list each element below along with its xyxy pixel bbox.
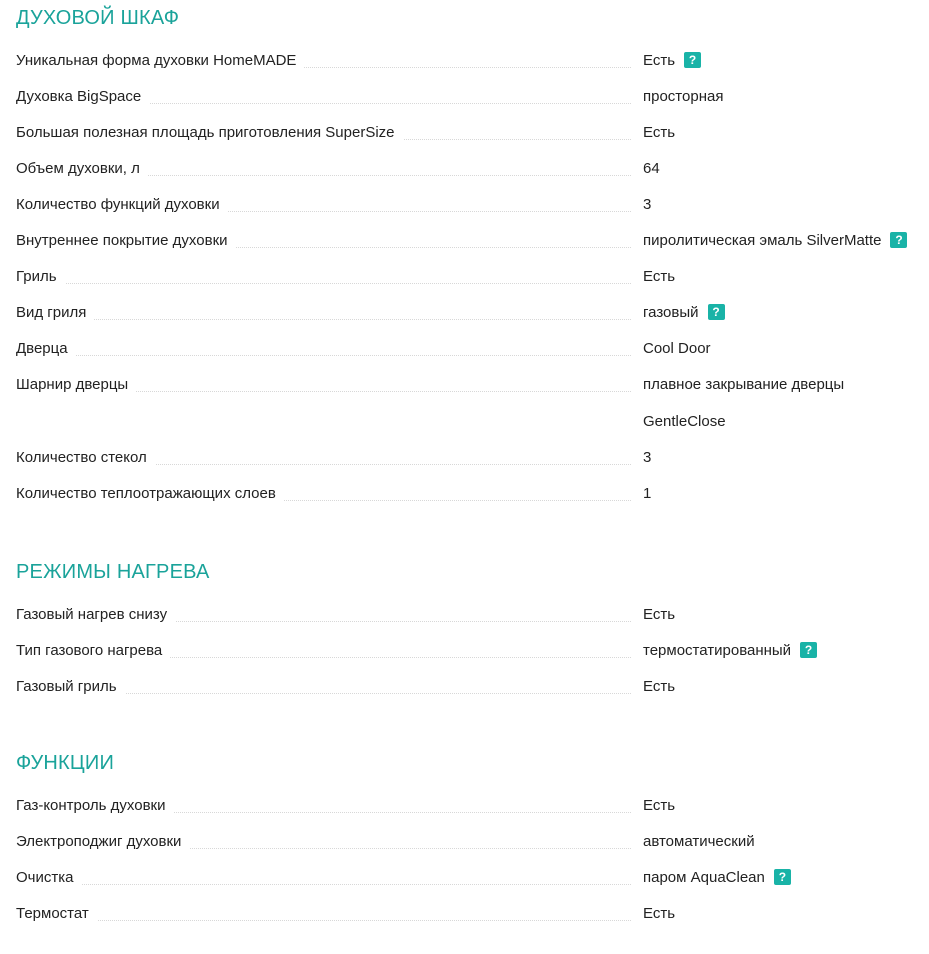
- spec-value: 64: [643, 160, 660, 177]
- section-oven: [16, 5, 921, 520]
- spec-value: термостатированный ?: [643, 641, 817, 661]
- spec-row: [16, 303, 921, 339]
- help-icon[interactable]: ?: [890, 232, 907, 248]
- spec-row: [16, 339, 921, 375]
- spec-value: Есть ?: [643, 51, 701, 71]
- spec-row: [16, 677, 921, 713]
- spec-row: [16, 375, 921, 412]
- spec-list: [16, 796, 921, 940]
- dotted-leader: [16, 884, 631, 885]
- spec-label: Тип газового нагрева: [16, 641, 170, 661]
- spec-value: 1: [643, 485, 652, 502]
- spec-label: Термостат: [16, 904, 97, 924]
- spec-value: 3: [643, 449, 652, 466]
- spec-value: Есть: [643, 797, 676, 814]
- spec-row: [16, 195, 921, 231]
- section-title: РЕЖИМЫ НАГРЕВА: [16, 561, 210, 583]
- spec-value: паром AquaClean ?: [643, 868, 791, 888]
- spec-row: [16, 904, 921, 940]
- spec-value: 3: [643, 196, 652, 213]
- section-title: ДУХОВОЙ ШКАФ: [16, 7, 180, 29]
- spec-label: Дверца: [16, 339, 76, 359]
- section-functions: [16, 750, 921, 940]
- spec-row: [16, 484, 921, 520]
- spec-row: [16, 832, 921, 868]
- spec-row: [16, 231, 921, 267]
- spec-list: [16, 605, 921, 713]
- help-icon[interactable]: ?: [774, 869, 791, 885]
- spec-row: [16, 123, 921, 159]
- spec-value-continuation: GentleClose: [643, 413, 726, 430]
- spec-label: Очистка: [16, 868, 81, 888]
- spec-label: Гриль: [16, 267, 65, 287]
- spec-label: Газовый гриль: [16, 677, 125, 697]
- spec-value: плавное закрывание дверцы: [643, 376, 845, 393]
- spec-label: Большая полезная площадь приготовления SuperSize: [16, 123, 403, 143]
- spec-value: автоматический: [643, 833, 755, 850]
- spec-row: [16, 868, 921, 904]
- spec-label: Газ-контроль духовки: [16, 796, 173, 816]
- spec-label: Электроподжиг духовки: [16, 832, 189, 852]
- spec-row: [16, 87, 921, 123]
- spec-label: Уникальная форма духовки HomeMADE: [16, 51, 304, 71]
- spec-value: Есть: [643, 905, 676, 922]
- spec-row-continuation: [16, 412, 921, 448]
- help-icon[interactable]: ?: [708, 304, 725, 320]
- dotted-leader: [16, 319, 631, 320]
- spec-row: [16, 796, 921, 832]
- spec-list: [16, 51, 921, 520]
- spec-value: Есть: [643, 268, 676, 285]
- spec-row: [16, 448, 921, 484]
- section-title: ФУНКЦИИ: [16, 752, 115, 774]
- spec-value: пиролитическая эмаль SilverMatte ?: [643, 231, 907, 251]
- spec-label: Количество стекол: [16, 448, 155, 468]
- spec-label: Шарнир дверцы: [16, 375, 136, 395]
- spec-value: Есть: [643, 606, 676, 623]
- spec-label: Количество функций духовки: [16, 195, 228, 215]
- spec-row: [16, 605, 921, 641]
- spec-row: [16, 641, 921, 677]
- spec-row: [16, 159, 921, 195]
- spec-value: газовый ?: [643, 303, 725, 323]
- spec-label: Объем духовки, л: [16, 159, 148, 179]
- spec-label: Внутреннее покрытие духовки: [16, 231, 236, 251]
- help-icon[interactable]: ?: [800, 642, 817, 658]
- spec-row: [16, 51, 921, 87]
- spec-label: Газовый нагрев снизу: [16, 605, 175, 625]
- spec-value: Есть: [643, 124, 676, 141]
- spec-value: просторная: [643, 88, 724, 105]
- spec-value: Есть: [643, 678, 676, 695]
- spec-label: Количество теплоотражающих слоев: [16, 484, 284, 504]
- dotted-leader: [16, 920, 631, 921]
- dotted-leader: [16, 283, 631, 284]
- spec-label: Духовка BigSpace: [16, 87, 149, 107]
- section-heating-modes: [16, 559, 921, 713]
- spec-row: [16, 267, 921, 303]
- spec-value: Cool Door: [643, 340, 711, 357]
- help-icon[interactable]: ?: [684, 52, 701, 68]
- spec-label: Вид гриля: [16, 303, 94, 323]
- dotted-leader: [16, 355, 631, 356]
